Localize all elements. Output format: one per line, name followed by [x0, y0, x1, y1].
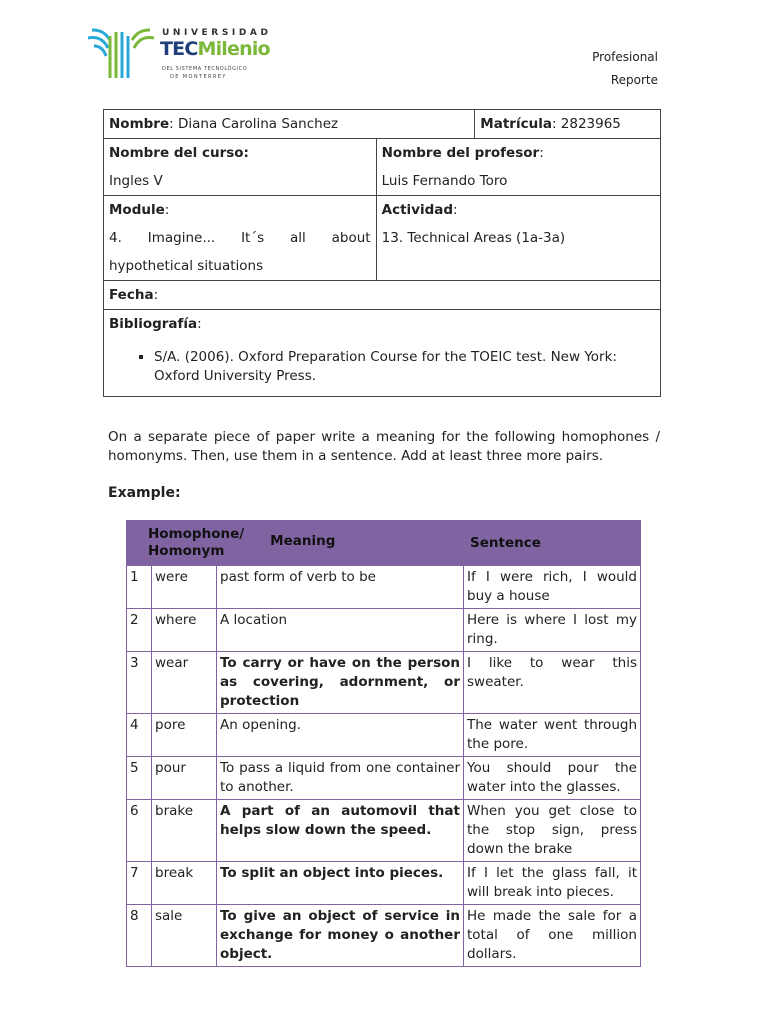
- profesor-colon: :: [539, 145, 544, 161]
- profesor-cell: [376, 139, 660, 196]
- table-row: [127, 862, 641, 905]
- row-sentence: I like to wear this sweater.: [464, 652, 641, 714]
- row-number: 7: [127, 862, 152, 905]
- row-sentence: Here is where I lost my ring.: [464, 609, 641, 652]
- logo-mark-icon: [86, 22, 156, 82]
- university-logo: [86, 22, 272, 86]
- logo-subtitle-2: DE MONTERREY: [170, 74, 227, 80]
- row-meaning: past form of verb to be: [217, 566, 464, 609]
- logo-brand-milenio: Milenio: [197, 38, 270, 60]
- header-homophone: [148, 526, 244, 560]
- row-word: pour: [152, 757, 217, 800]
- header-sentence: Sentence: [464, 521, 641, 566]
- module-colon: :: [164, 202, 170, 218]
- bibliografia-item: ▪ S/A. (2006). Oxford Preparation Course for the TOEIC test. New York: Oxford University Press.: [154, 348, 655, 386]
- module-cell: [104, 196, 377, 281]
- row-sentence: If I were rich, I would buy a house: [464, 566, 641, 609]
- logo-brand-tec: TEC: [160, 38, 198, 60]
- curso-label: Nombre del curso:: [109, 145, 249, 161]
- row-word: were: [152, 566, 217, 609]
- nombre-label: Nombre: [109, 116, 170, 132]
- info-row-name: [104, 110, 661, 139]
- profesor-value: Luis Fernando Toro: [381, 173, 508, 189]
- table-row: [127, 905, 641, 967]
- module-word: about: [331, 230, 371, 246]
- row-word: wear: [152, 652, 217, 714]
- logo-brand: [160, 38, 270, 60]
- row-meaning: An opening.: [217, 714, 464, 757]
- module-word: 4.: [109, 230, 122, 246]
- actividad-label: Actividad: [381, 202, 454, 218]
- row-number: 8: [127, 905, 152, 967]
- module-word: It´s: [241, 230, 265, 246]
- table-row: [127, 714, 641, 757]
- row-number: 5: [127, 757, 152, 800]
- bibliografia-label: Bibliografía: [109, 316, 198, 332]
- bibliografia-list: [109, 348, 655, 386]
- row-word: brake: [152, 800, 217, 862]
- table-row: [127, 800, 641, 862]
- bibliografia-cell: [104, 310, 661, 397]
- nombre-cell: [104, 110, 475, 139]
- header-meaning: Meaning: [270, 533, 336, 549]
- logo-subtitle-1: DEL SISTEMA TECNOLÓGICO: [162, 66, 248, 72]
- header-reporte: Reporte: [610, 73, 658, 87]
- module-word: Imagine...: [147, 230, 216, 246]
- row-number: 4: [127, 714, 152, 757]
- row-meaning: A part of an automovil that helps slow down the speed.: [217, 800, 464, 862]
- fecha-cell: [104, 281, 661, 310]
- info-row-module: [104, 196, 661, 281]
- header-profesional: Profesional: [592, 50, 658, 64]
- table-row: [127, 609, 641, 652]
- actividad-colon: :: [453, 202, 458, 218]
- curso-value: Ingles V: [109, 173, 163, 189]
- matricula-cell: [475, 110, 661, 139]
- row-meaning: To carry or have on the person as covering, adornment, or protection: [217, 652, 464, 714]
- row-sentence: The water went through the pore.: [464, 714, 641, 757]
- row-meaning: To split an object into pieces.: [217, 862, 464, 905]
- header-homophone-line2: Homonym: [148, 543, 225, 559]
- info-row-fecha: [104, 281, 661, 310]
- homophones-table: [126, 520, 641, 967]
- row-sentence: You should pour the water into the glasses.: [464, 757, 641, 800]
- row-word: where: [152, 609, 217, 652]
- row-meaning: A location: [217, 609, 464, 652]
- header-homophone-line1: Homophone/: [148, 526, 245, 542]
- row-sentence: He made the sale for a total of one million dollars.: [464, 905, 641, 967]
- row-meaning: To pass a liquid from one container to another.: [217, 757, 464, 800]
- row-sentence: When you get close to the stop sign, press down the brake: [464, 800, 641, 862]
- profesor-label: Nombre del profesor: [381, 145, 540, 161]
- actividad-cell: [376, 196, 660, 281]
- row-number: 1: [127, 566, 152, 609]
- module-label: Module: [109, 202, 165, 218]
- bibliografia-colon: :: [197, 316, 202, 332]
- nombre-value: : Diana Carolina Sanchez: [169, 116, 339, 132]
- module-word: all: [290, 230, 306, 246]
- row-word: sale: [152, 905, 217, 967]
- matricula-value: : 2823965: [551, 116, 621, 132]
- logo-universidad: UNIVERSIDAD: [162, 28, 272, 38]
- table-row: [127, 757, 641, 800]
- instructions-paragraph: On a separate piece of paper write a meaning for the following homophones / homonyms. Then, use them in a sentence. Add at least three more pairs.: [108, 429, 660, 464]
- row-word: break: [152, 862, 217, 905]
- module-value-line2: hypothetical situations: [109, 258, 264, 274]
- matricula-label: Matrícula: [480, 116, 552, 132]
- table-row: [127, 566, 641, 609]
- info-row-course: [104, 139, 661, 196]
- student-info-table: [103, 109, 661, 397]
- actividad-value: 13. Technical Areas (1a-3a): [381, 230, 566, 246]
- row-number: 2: [127, 609, 152, 652]
- fecha-label: Fecha: [109, 287, 154, 303]
- fecha-colon: :: [153, 287, 159, 303]
- module-value-line1: [109, 224, 371, 252]
- row-sentence: If I let the glass fall, it will break into pieces.: [464, 862, 641, 905]
- example-heading: Example:: [108, 485, 181, 501]
- row-word: pore: [152, 714, 217, 757]
- table-header-row: [127, 521, 641, 566]
- row-number: 6: [127, 800, 152, 862]
- table-row: [127, 652, 641, 714]
- info-row-bibliografia: [104, 310, 661, 397]
- curso-cell: [104, 139, 377, 196]
- header-homophone-meaning: [127, 521, 464, 566]
- row-meaning: To give an object of service in exchange for money o another object.: [217, 905, 464, 967]
- row-number: 3: [127, 652, 152, 714]
